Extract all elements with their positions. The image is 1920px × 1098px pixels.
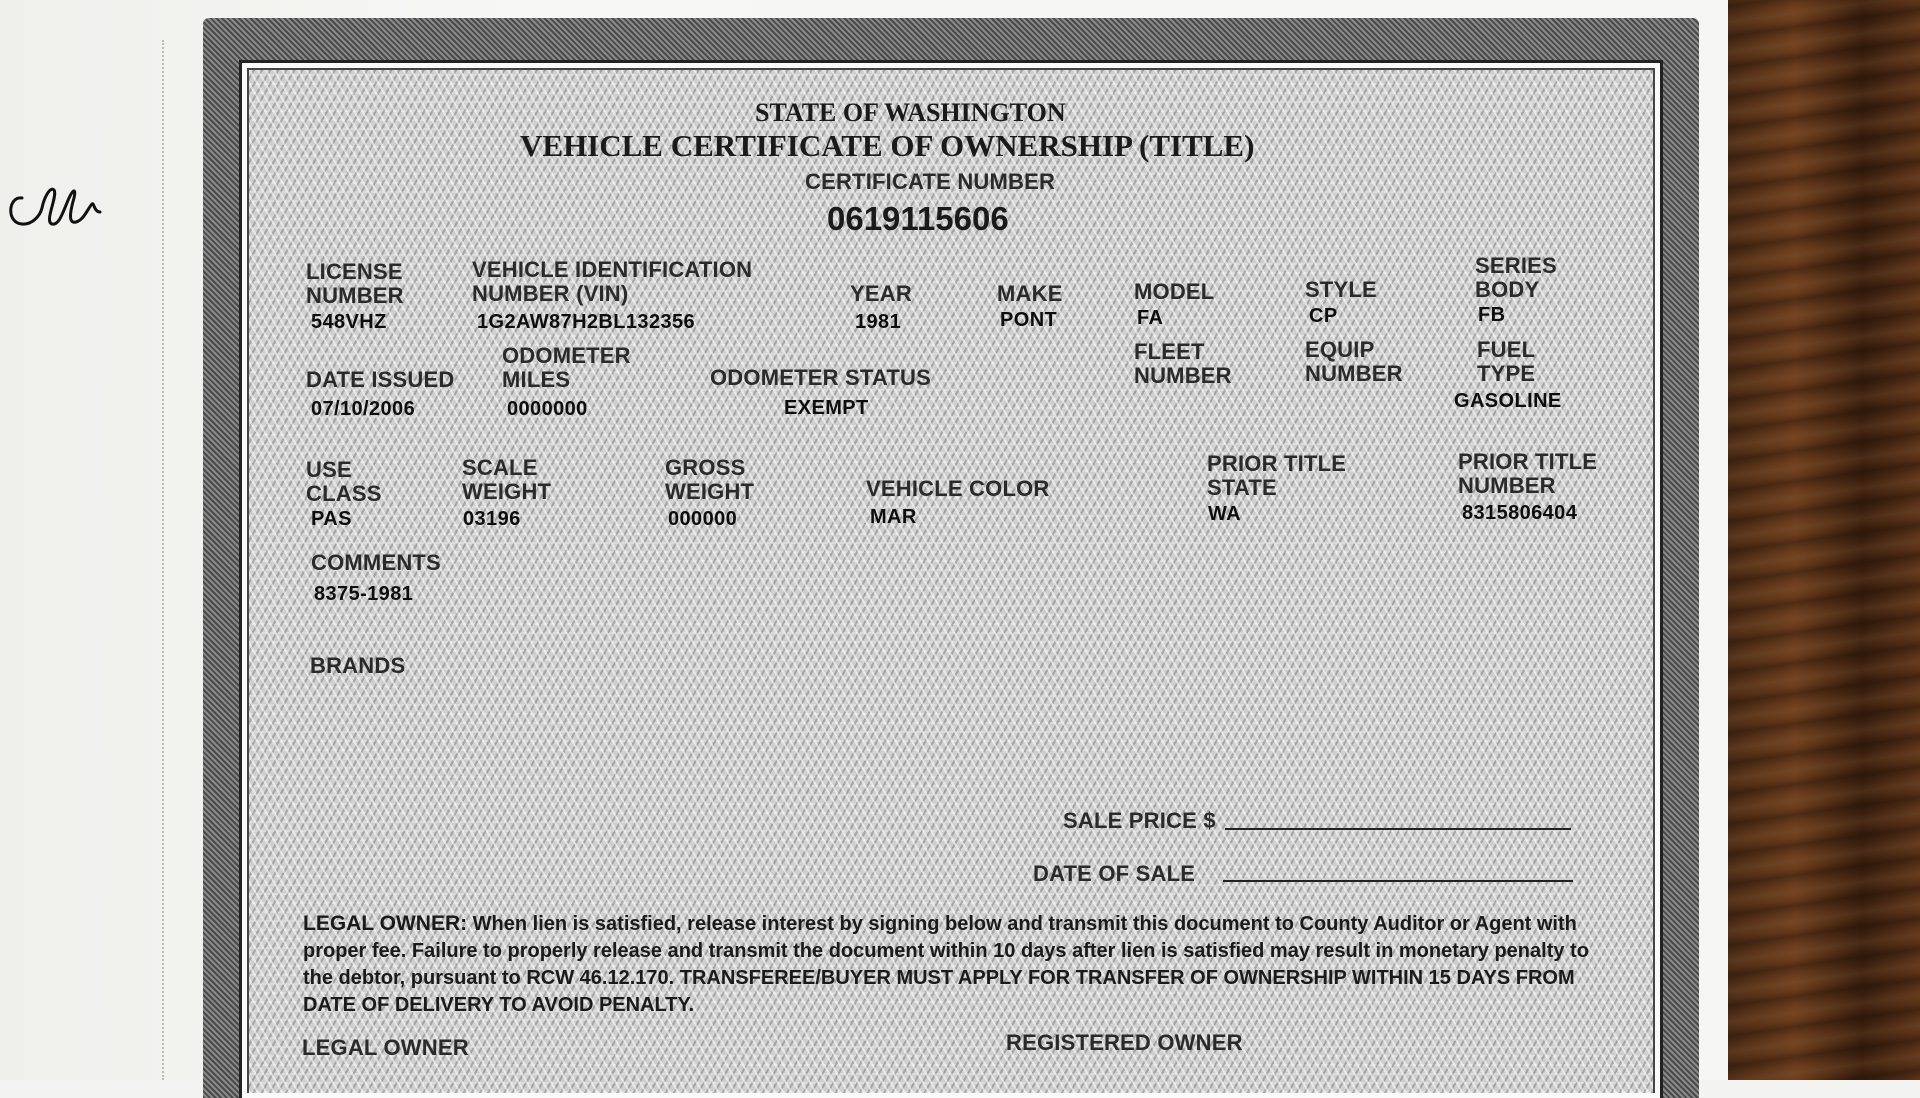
handwriting-mark [4,168,112,238]
vin-label: VEHICLE IDENTIFICATION NUMBER (VIN) [472,257,753,306]
scale-weight-value: 03196 [463,508,521,530]
legal-notice-body: When lien is satisfied, release interest by signing below and transmit this document to County Auditor or Agent with proper fee. Failure to properly release and transmit the document within 10 days after lien is satisfied may result in monetary penalty to the debtor, pursuant to RCW 46.12.170. [303,913,1589,989]
gross-weight-label: GROSS WEIGHT [665,455,755,504]
license-value: 548VHZ [311,311,387,333]
odometer-value: 0000000 [507,398,588,420]
model-value: FA [1137,307,1164,329]
model-label: MODEL [1134,279,1215,304]
date-of-sale-label: DATE OF SALE [1033,861,1196,886]
fuel-type-value: GASOLINE [1454,390,1562,412]
series-body-value: FB [1478,304,1506,326]
state-heading: STATE OF WASHINGTON [755,98,1066,127]
odometer-label: ODOMETER MILES [502,343,631,392]
year-value: 1981 [855,311,902,333]
prior-title-state-label: PRIOR TITLE STATE [1207,451,1347,500]
prior-title-number-value: 8315806404 [1462,502,1578,524]
use-class-value: PAS [311,508,352,530]
equip-number-label: EQUIP NUMBER [1305,337,1403,386]
vehicle-color-value: MAR [870,506,917,528]
legal-notice [303,910,1593,1019]
document-title: VEHICLE CERTIFICATE OF OWNERSHIP (TITLE) [520,128,1255,163]
make-value: PONT [1000,309,1058,331]
scale-weight-label: SCALE WEIGHT [462,455,552,504]
sale-price-line [1225,828,1571,830]
fuel-type-label: FUEL TYPE [1477,337,1536,386]
odometer-status-value: EXEMPT [784,397,869,419]
sale-price-label: SALE PRICE $ [1063,808,1216,833]
brands-label: BRANDS [310,653,406,678]
gross-weight-value: 000000 [668,508,738,530]
license-label: LICENSE NUMBER [306,259,404,308]
fleet-number-label: FLEET NUMBER [1134,339,1232,388]
legal-owner-label: LEGAL OWNER [302,1035,469,1060]
certificate-number-label: CERTIFICATE NUMBER [805,169,1056,194]
date-issued-label: DATE ISSUED [306,367,455,392]
odometer-status-label: ODOMETER STATUS [710,365,931,390]
prior-title-state-value: WA [1208,503,1242,525]
make-label: MAKE [997,281,1063,306]
registered-owner-label: REGISTERED OWNER [1006,1030,1243,1055]
certificate-number: 0619115606 [827,200,1009,237]
perforation-line [162,40,164,1080]
vehicle-color-label: VEHICLE COLOR [866,476,1050,501]
wood-tabletop [1728,0,1920,1080]
legal-notice-warning: TRANSFEREE/BUYER MUST APPLY FOR TRANSFER OF OWNERSHIP WITHIN 15 DAYS FROM DATE OF DELIVERY TO AVOID PENALTY. [303,967,1575,1016]
comments-label: COMMENTS [311,550,441,575]
series-body-label: SERIES BODY [1475,253,1557,302]
prior-title-number-label: PRIOR TITLE NUMBER [1458,449,1598,498]
use-class-label: USE CLASS [306,457,382,506]
style-label: STYLE [1305,277,1377,302]
date-of-sale-line [1223,880,1573,882]
vin-value: 1G2AW87H2BL132356 [477,311,696,333]
year-label: YEAR [850,281,912,306]
date-issued-value: 07/10/2006 [311,398,416,420]
legal-owner-lead: LEGAL OWNER: [303,912,468,935]
style-value: CP [1309,305,1338,327]
comments-value: 8375-1981 [314,583,414,605]
